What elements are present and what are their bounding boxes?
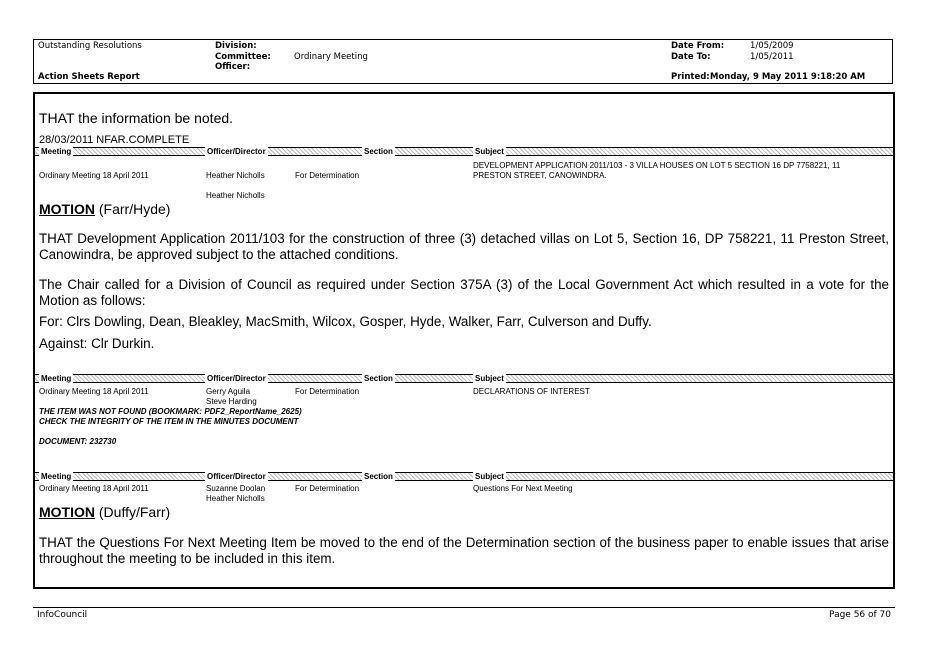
printed-label: Printed: — [671, 72, 710, 82]
column-header-band — [35, 147, 893, 156]
item-meeting: Ordinary Meeting 18 April 2011 — [39, 387, 149, 396]
item-officer: Heather Nicholls — [206, 171, 265, 180]
footer-app-name: InfoCouncil — [37, 610, 88, 620]
col-subject: Subject — [475, 374, 504, 383]
officer-label: Officer: — [215, 62, 251, 72]
committee-label: Committee: — [215, 52, 271, 62]
col-subject: Subject — [475, 472, 504, 481]
status-stamp: 28/03/2011 NFAR.COMPLETE — [39, 134, 190, 146]
resolution-paragraph: THAT the Questions For Next Meeting Item be moved to the end of the Determination section of the business paper to enable issues that arise throughout the meeting to be included in this item. — [39, 535, 889, 566]
col-section: Section — [364, 374, 393, 383]
motion-keyword: MOTION — [39, 504, 95, 520]
division-paragraph: The Chair called for a Division of Council as required under Section 375A (3) of the Local Government Act which resulted in a vote for the Motion as follows: — [39, 277, 889, 308]
item-meeting: Ordinary Meeting 18 April 2011 — [39, 171, 149, 180]
col-meeting: Meeting — [41, 374, 72, 383]
item-director: Heather Nicholls — [206, 494, 265, 503]
item-subject: DEVELOPMENT APPLICATION 2011/103 - 3 VILLA HOUSES ON LOT 5 SECTION 16 DP 7758221, 11 — [473, 161, 841, 170]
date-to-label: Date To: — [671, 52, 711, 62]
col-subject: Subject — [475, 147, 504, 156]
date-from-value: 1/05/2009 — [750, 41, 794, 51]
warning-not-found: THE ITEM WAS NOT FOUND (BOOKMARK: PDF2_ReportName_2625) — [39, 407, 302, 416]
col-section: Section — [364, 472, 393, 481]
col-officer: Officer/Director — [207, 147, 266, 156]
item-subject-cont: PRESTON STREET, CANOWINDRA. — [473, 171, 607, 180]
printed-value: Monday, 9 May 2011 9:18:20 AM — [710, 72, 866, 82]
col-meeting: Meeting — [41, 472, 72, 481]
motion-movers: (Duffy/Farr) — [95, 504, 171, 520]
resolutions-body — [33, 92, 895, 589]
motion-keyword: MOTION — [39, 201, 95, 217]
document-number: DOCUMENT: 232730 — [39, 437, 117, 446]
item-section: For Determination — [295, 484, 360, 493]
division-label: Division: — [215, 41, 257, 51]
item-officer: Gerry Aguila — [206, 387, 251, 396]
column-header-band — [35, 374, 893, 383]
item-subject: DECLARATIONS OF INTEREST — [473, 387, 590, 396]
col-officer: Officer/Director — [207, 374, 266, 383]
column-header-band — [35, 472, 893, 481]
date-from-label: Date From: — [671, 41, 725, 51]
report-header — [33, 39, 893, 84]
votes-for: For: Clrs Dowling, Dean, Bleakley, MacSmith, Wilcox, Gosper, Hyde, Walker, Farr, Culverson and Duffy. — [39, 314, 652, 329]
votes-against: Against: Clr Durkin. — [39, 336, 155, 351]
resolution-paragraph: THAT Development Application 2011/103 for the construction of three (3) detached villas on Lot 5, Section 16, DP 758221, 11 Preston Street, Canowindra, be approved subject to the attached conditions. — [39, 231, 889, 262]
item-meeting: Ordinary Meeting 18 April 2011 — [39, 484, 149, 493]
date-to-value: 1/05/2011 — [750, 52, 794, 62]
col-meeting: Meeting — [41, 147, 72, 156]
item-subject: Questions For Next Meeting — [473, 484, 573, 493]
motion-movers: (Farr/Hyde) — [95, 201, 171, 217]
col-section: Section — [364, 147, 393, 156]
item-officer: Suzanne Doolan — [206, 484, 266, 493]
committee-value: Ordinary Meeting — [294, 52, 368, 62]
page-number: Page 56 of 70 — [829, 610, 891, 620]
item-director: Heather Nicholls — [206, 191, 265, 200]
note-text: THAT the information be noted. — [39, 110, 234, 126]
item-section: For Determination — [295, 387, 360, 396]
warning-check-integrity: CHECK THE INTEGRITY OF THE ITEM IN THE MINUTES DOCUMENT — [39, 417, 299, 426]
motion-heading — [39, 201, 170, 217]
motion-heading — [39, 504, 170, 520]
col-officer: Officer/Director — [207, 472, 266, 481]
item-director: Steve Harding — [206, 397, 257, 406]
page-footer — [33, 607, 895, 620]
item-section: For Determination — [295, 171, 360, 180]
report-type: Action Sheets Report — [38, 72, 140, 82]
report-name: Outstanding Resolutions — [38, 41, 142, 51]
